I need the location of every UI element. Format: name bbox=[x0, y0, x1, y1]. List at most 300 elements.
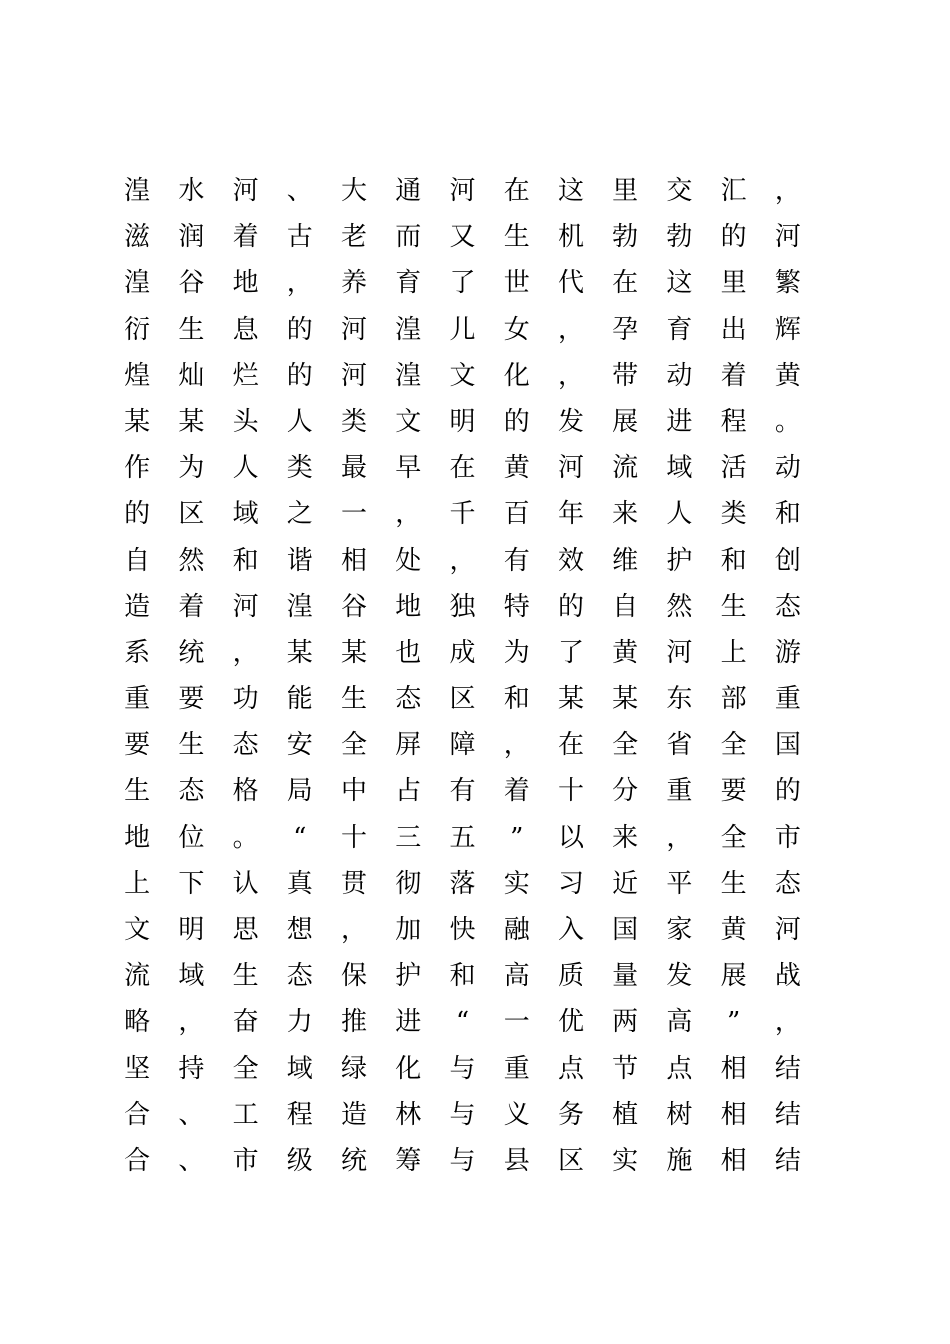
text-char: 质 bbox=[557, 961, 584, 992]
text-char: 文 bbox=[449, 360, 476, 391]
text-char: ， bbox=[774, 1007, 801, 1038]
text-char: 造 bbox=[341, 1099, 368, 1130]
text-char: 独 bbox=[449, 591, 476, 622]
text-char: 勃 bbox=[612, 222, 639, 253]
text-char: 人 bbox=[286, 406, 313, 437]
text-char: 一 bbox=[341, 499, 368, 530]
text-char: 安 bbox=[286, 730, 313, 761]
text-char: 持 bbox=[178, 1053, 205, 1084]
text-char: 国 bbox=[774, 730, 801, 761]
text-char: 某 bbox=[178, 406, 205, 437]
text-line bbox=[110, 907, 815, 953]
text-char: 市 bbox=[232, 1145, 259, 1176]
text-char: 习 bbox=[557, 868, 584, 899]
text-char: 护 bbox=[395, 961, 422, 992]
text-char: 重 bbox=[503, 1053, 530, 1084]
text-char: 务 bbox=[557, 1099, 584, 1130]
text-char: 汇 bbox=[720, 176, 747, 206]
text-line bbox=[110, 491, 815, 537]
text-char: 贯 bbox=[341, 868, 368, 899]
text-char: 点 bbox=[666, 1053, 693, 1084]
text-char: 养 bbox=[341, 268, 368, 299]
text-char: 千 bbox=[449, 499, 476, 530]
text-char: 早 bbox=[395, 453, 422, 484]
text-line bbox=[110, 1138, 815, 1184]
text-line bbox=[110, 214, 815, 260]
text-char: 然 bbox=[178, 545, 205, 576]
text-char: 有 bbox=[503, 545, 530, 576]
text-char: 思 bbox=[232, 915, 259, 945]
text-char: 上 bbox=[124, 868, 151, 899]
text-char: 某 bbox=[286, 637, 313, 668]
text-char: 又 bbox=[449, 222, 476, 253]
text-char: 和 bbox=[774, 499, 801, 530]
text-char: 创 bbox=[774, 545, 801, 576]
text-char: 施 bbox=[666, 1145, 693, 1176]
text-char: 黄 bbox=[503, 453, 530, 484]
text-char: 动 bbox=[666, 360, 693, 391]
text-char: 高 bbox=[666, 1007, 693, 1038]
text-char: 了 bbox=[557, 637, 584, 668]
text-char: 谷 bbox=[341, 591, 368, 622]
text-char: 融 bbox=[503, 915, 530, 945]
text-char: 河 bbox=[557, 453, 584, 484]
text-char: 机 bbox=[557, 222, 584, 253]
text-char: 态 bbox=[774, 868, 801, 899]
text-char: 、 bbox=[178, 1145, 205, 1176]
text-char: 育 bbox=[395, 268, 422, 299]
text-char: 着 bbox=[178, 591, 205, 622]
text-char: ， bbox=[557, 360, 584, 391]
text-char: 三 bbox=[395, 822, 422, 853]
text-char: 优 bbox=[557, 1007, 584, 1038]
text-char: 某 bbox=[341, 637, 368, 668]
text-char: 人 bbox=[666, 499, 693, 530]
text-char: 效 bbox=[557, 545, 584, 576]
text-char: ， bbox=[666, 822, 693, 853]
text-char: 烂 bbox=[232, 360, 259, 391]
text-char: 统 bbox=[341, 1145, 368, 1176]
text-char: 了 bbox=[449, 268, 476, 299]
text-char: 级 bbox=[286, 1145, 313, 1176]
text-line bbox=[110, 630, 815, 676]
text-char: 量 bbox=[612, 961, 639, 992]
text-char: 义 bbox=[503, 1099, 530, 1130]
text-char: 重 bbox=[124, 684, 151, 715]
text-line bbox=[110, 1046, 815, 1092]
text-char: 展 bbox=[612, 406, 639, 437]
text-char: 辉 bbox=[774, 314, 801, 345]
text-char: 护 bbox=[666, 545, 693, 576]
text-char: 格 bbox=[232, 776, 259, 807]
text-char: 里 bbox=[720, 268, 747, 299]
text-char: 黄 bbox=[720, 915, 747, 945]
text-char: 奋 bbox=[232, 1007, 259, 1038]
text-char: 活 bbox=[720, 453, 747, 484]
text-char: 类 bbox=[341, 406, 368, 437]
text-char: 河 bbox=[232, 591, 259, 622]
text-char: 要 bbox=[720, 776, 747, 807]
text-char: 生 bbox=[503, 222, 530, 253]
text-char: 煌 bbox=[124, 360, 151, 391]
text-char: 流 bbox=[612, 453, 639, 484]
text-char: 点 bbox=[557, 1053, 584, 1084]
text-char: 滋 bbox=[124, 222, 151, 253]
text-char: 筹 bbox=[395, 1145, 422, 1176]
text-char: 、 bbox=[286, 176, 313, 206]
text-char: 生 bbox=[178, 730, 205, 761]
text-char: 认 bbox=[232, 868, 259, 899]
text-char: 和 bbox=[503, 684, 530, 715]
text-char: 相 bbox=[720, 1053, 747, 1084]
text-char: 在 bbox=[449, 453, 476, 484]
text-char: 域 bbox=[286, 1053, 313, 1084]
text-char: 两 bbox=[612, 1007, 639, 1038]
text-char: 人 bbox=[232, 453, 259, 484]
text-char: 结 bbox=[774, 1099, 801, 1130]
text-char: 区 bbox=[557, 1145, 584, 1176]
text-char: 树 bbox=[666, 1099, 693, 1130]
text-char: 着 bbox=[232, 222, 259, 253]
text-line bbox=[110, 584, 815, 630]
text-char: ” bbox=[727, 1007, 741, 1038]
text-char: 近 bbox=[612, 868, 639, 899]
text-char: 以 bbox=[557, 822, 584, 853]
text-char: 带 bbox=[612, 360, 639, 391]
text-char: 河 bbox=[341, 314, 368, 345]
text-char: 与 bbox=[449, 1145, 476, 1176]
text-char: 节 bbox=[612, 1053, 639, 1084]
text-char: 大 bbox=[341, 176, 368, 206]
text-char: 发 bbox=[666, 961, 693, 992]
text-char: 游 bbox=[774, 637, 801, 668]
text-char: 润 bbox=[178, 222, 205, 253]
text-char: ， bbox=[232, 637, 259, 668]
text-char: 和 bbox=[449, 961, 476, 992]
text-char: 入 bbox=[557, 915, 584, 945]
text-char: 之 bbox=[286, 499, 313, 530]
text-char: 合 bbox=[124, 1099, 151, 1130]
text-char: 生 bbox=[720, 591, 747, 622]
text-char: 年 bbox=[557, 499, 584, 530]
text-char: 进 bbox=[395, 1007, 422, 1038]
text-char: 在 bbox=[557, 730, 584, 761]
text-char: 黄 bbox=[774, 360, 801, 391]
text-char: 着 bbox=[503, 776, 530, 807]
text-char: 流 bbox=[124, 961, 151, 992]
text-char: 谷 bbox=[178, 268, 205, 299]
text-char: 河 bbox=[449, 176, 476, 206]
text-char: 地 bbox=[232, 268, 259, 299]
text-char: 态 bbox=[232, 730, 259, 761]
text-line bbox=[110, 861, 815, 907]
text-char: 有 bbox=[449, 776, 476, 807]
text-char: 和 bbox=[720, 545, 747, 576]
text-char: 国 bbox=[612, 915, 639, 945]
text-char: 高 bbox=[503, 961, 530, 992]
text-char: 维 bbox=[612, 545, 639, 576]
text-char: 地 bbox=[124, 822, 151, 853]
text-char: 湟 bbox=[124, 176, 151, 206]
text-char: 县 bbox=[503, 1145, 530, 1176]
text-char: 造 bbox=[124, 591, 151, 622]
text-char: 力 bbox=[286, 1007, 313, 1038]
text-char: 世 bbox=[503, 268, 530, 299]
text-char: 的 bbox=[124, 499, 151, 530]
text-char: 成 bbox=[449, 637, 476, 668]
text-char: 女 bbox=[503, 314, 530, 345]
text-char: 着 bbox=[720, 360, 747, 391]
text-char: 障 bbox=[449, 730, 476, 761]
text-char: 生 bbox=[341, 684, 368, 715]
text-char: 快 bbox=[449, 915, 476, 945]
text-char: 区 bbox=[449, 684, 476, 715]
text-char: 儿 bbox=[449, 314, 476, 345]
text-char: 特 bbox=[503, 591, 530, 622]
text-char: 谐 bbox=[286, 545, 313, 576]
text-char: 的 bbox=[503, 406, 530, 437]
text-char: 头 bbox=[232, 406, 259, 437]
text-char: 最 bbox=[341, 453, 368, 484]
text-char: 化 bbox=[503, 360, 530, 391]
text-char: “ bbox=[293, 822, 307, 853]
text-char: 域 bbox=[232, 499, 259, 530]
text-char: 域 bbox=[178, 961, 205, 992]
text-char: 黄 bbox=[612, 637, 639, 668]
text-char: 展 bbox=[720, 961, 747, 992]
text-char: ， bbox=[178, 1007, 205, 1038]
text-line bbox=[110, 538, 815, 584]
text-char: 绿 bbox=[341, 1053, 368, 1084]
text-char: 要 bbox=[124, 730, 151, 761]
text-char: 态 bbox=[286, 961, 313, 992]
text-char: 彻 bbox=[395, 868, 422, 899]
text-char: 在 bbox=[612, 268, 639, 299]
text-char: 化 bbox=[395, 1053, 422, 1084]
text-char: 生 bbox=[720, 868, 747, 899]
text-char: ， bbox=[503, 730, 530, 761]
text-line bbox=[110, 953, 815, 999]
text-char: 林 bbox=[395, 1099, 422, 1130]
text-char: 相 bbox=[720, 1099, 747, 1130]
text-char: 保 bbox=[341, 961, 368, 992]
text-char: 功 bbox=[232, 684, 259, 715]
text-char: 湟 bbox=[395, 360, 422, 391]
text-char: 要 bbox=[178, 684, 205, 715]
text-char: 处 bbox=[395, 545, 422, 576]
text-char: 态 bbox=[178, 776, 205, 807]
text-char: 重 bbox=[666, 776, 693, 807]
text-char: 略 bbox=[124, 1007, 151, 1038]
text-line bbox=[110, 768, 815, 814]
text-char: 全 bbox=[232, 1053, 259, 1084]
text-line bbox=[110, 168, 815, 214]
text-char: 能 bbox=[286, 684, 313, 715]
text-char: 的 bbox=[286, 360, 313, 391]
text-char: 重 bbox=[774, 684, 801, 715]
text-char: 生 bbox=[124, 776, 151, 807]
text-char: 东 bbox=[666, 684, 693, 715]
text-char: 的 bbox=[774, 776, 801, 807]
text-line bbox=[110, 722, 815, 768]
text-char: 全 bbox=[720, 822, 747, 853]
text-char: 实 bbox=[612, 1145, 639, 1176]
text-char: 明 bbox=[449, 406, 476, 437]
text-line bbox=[110, 999, 815, 1045]
text-char: ， bbox=[286, 268, 313, 299]
text-char: 里 bbox=[612, 176, 639, 206]
text-line bbox=[110, 1092, 815, 1138]
text-char: ， bbox=[341, 915, 368, 945]
text-char: 交 bbox=[666, 176, 693, 206]
text-char: 落 bbox=[449, 868, 476, 899]
text-char: 五 bbox=[449, 822, 476, 853]
text-char: 下 bbox=[178, 868, 205, 899]
text-char: 省 bbox=[666, 730, 693, 761]
text-char: 区 bbox=[178, 499, 205, 530]
text-line bbox=[110, 353, 815, 399]
text-char: 十 bbox=[341, 822, 368, 853]
text-char: 的 bbox=[557, 591, 584, 622]
text-char: 、 bbox=[178, 1099, 205, 1130]
text-char: 相 bbox=[720, 1145, 747, 1176]
text-char: 占 bbox=[395, 776, 422, 807]
text-line bbox=[110, 445, 815, 491]
text-char: 想 bbox=[286, 915, 313, 945]
text-line bbox=[110, 815, 815, 861]
text-char: ” bbox=[510, 822, 524, 853]
text-char: 植 bbox=[612, 1099, 639, 1130]
text-char: 繁 bbox=[774, 268, 801, 299]
text-char: 态 bbox=[395, 684, 422, 715]
text-char: 孕 bbox=[612, 314, 639, 345]
text-char: 某 bbox=[124, 406, 151, 437]
text-char: 。 bbox=[232, 822, 259, 853]
text-char: 湟 bbox=[286, 591, 313, 622]
text-char: 十 bbox=[557, 776, 584, 807]
text-char: 与 bbox=[449, 1053, 476, 1084]
text-line bbox=[110, 307, 815, 353]
text-char: 与 bbox=[449, 1099, 476, 1130]
text-char: 河 bbox=[774, 222, 801, 253]
text-char: 实 bbox=[503, 868, 530, 899]
text-char: 进 bbox=[666, 406, 693, 437]
text-char: 上 bbox=[720, 637, 747, 668]
text-char: 全 bbox=[720, 730, 747, 761]
text-char: 结 bbox=[774, 1053, 801, 1084]
text-char: 为 bbox=[503, 637, 530, 668]
text-char: 全 bbox=[612, 730, 639, 761]
text-char: 加 bbox=[395, 915, 422, 945]
text-char: 代 bbox=[557, 268, 584, 299]
text-char: “ bbox=[455, 1007, 470, 1038]
text-char: 自 bbox=[612, 591, 639, 622]
text-char: ， bbox=[449, 545, 476, 576]
text-char: 这 bbox=[666, 268, 693, 299]
text-char: ， bbox=[395, 499, 422, 530]
text-char: 家 bbox=[666, 915, 693, 945]
text-char: 真 bbox=[286, 868, 313, 899]
text-char: 息 bbox=[232, 314, 259, 345]
text-char: 地 bbox=[395, 591, 422, 622]
text-char: 合 bbox=[124, 1145, 151, 1176]
text-char: 。 bbox=[774, 406, 801, 437]
text-char: 一 bbox=[503, 1007, 530, 1038]
text-char: 衍 bbox=[124, 314, 151, 345]
text-char: 生 bbox=[232, 961, 259, 992]
text-line bbox=[110, 399, 815, 445]
text-char: 然 bbox=[666, 591, 693, 622]
text-char: 来 bbox=[612, 822, 639, 853]
text-char: 这 bbox=[557, 176, 584, 206]
text-char: 文 bbox=[124, 915, 151, 945]
text-char: 来 bbox=[612, 499, 639, 530]
text-char: 而 bbox=[395, 222, 422, 253]
text-char: 灿 bbox=[178, 360, 205, 391]
text-char: 河 bbox=[666, 637, 693, 668]
text-char: 河 bbox=[774, 915, 801, 945]
text-char: 中 bbox=[341, 776, 368, 807]
text-char: 平 bbox=[666, 868, 693, 899]
text-char: 部 bbox=[720, 684, 747, 715]
text-char: 域 bbox=[666, 453, 693, 484]
text-char: 老 bbox=[341, 222, 368, 253]
text-char: 位 bbox=[178, 822, 205, 853]
text-char: ， bbox=[557, 314, 584, 345]
text-char: 统 bbox=[178, 637, 205, 668]
text-char: 百 bbox=[503, 499, 530, 530]
text-char: 作 bbox=[124, 453, 151, 484]
text-char: 和 bbox=[232, 545, 259, 576]
text-line bbox=[110, 260, 815, 306]
text-char: 为 bbox=[178, 453, 205, 484]
text-char: 在 bbox=[503, 176, 530, 206]
text-char: 某 bbox=[612, 684, 639, 715]
text-char: 某 bbox=[557, 684, 584, 715]
text-char: 局 bbox=[286, 776, 313, 807]
text-char: 河 bbox=[341, 360, 368, 391]
text-char: 生 bbox=[178, 314, 205, 345]
body-text bbox=[110, 168, 815, 1184]
text-char: 屏 bbox=[395, 730, 422, 761]
text-char: 古 bbox=[286, 222, 313, 253]
text-char: 的 bbox=[286, 314, 313, 345]
text-char: 勃 bbox=[666, 222, 693, 253]
text-char: 河 bbox=[232, 176, 259, 206]
text-char: 结 bbox=[774, 1145, 801, 1176]
text-char: ， bbox=[774, 176, 801, 206]
text-char: 全 bbox=[341, 730, 368, 761]
text-char: 程 bbox=[720, 406, 747, 437]
text-char: 发 bbox=[557, 406, 584, 437]
text-char: 自 bbox=[124, 545, 151, 576]
text-char: 湟 bbox=[124, 268, 151, 299]
text-char: 分 bbox=[612, 776, 639, 807]
text-char: 动 bbox=[774, 453, 801, 484]
text-char: 市 bbox=[774, 822, 801, 853]
text-char: 文 bbox=[395, 406, 422, 437]
text-char: 战 bbox=[774, 961, 801, 992]
text-line bbox=[110, 676, 815, 722]
text-char: 态 bbox=[774, 591, 801, 622]
text-char: 育 bbox=[666, 314, 693, 345]
text-char: 推 bbox=[341, 1007, 368, 1038]
text-char: 系 bbox=[124, 637, 151, 668]
text-char: 类 bbox=[286, 453, 313, 484]
text-char: 明 bbox=[178, 915, 205, 945]
text-char: 通 bbox=[395, 176, 422, 206]
text-char: 水 bbox=[178, 176, 205, 206]
